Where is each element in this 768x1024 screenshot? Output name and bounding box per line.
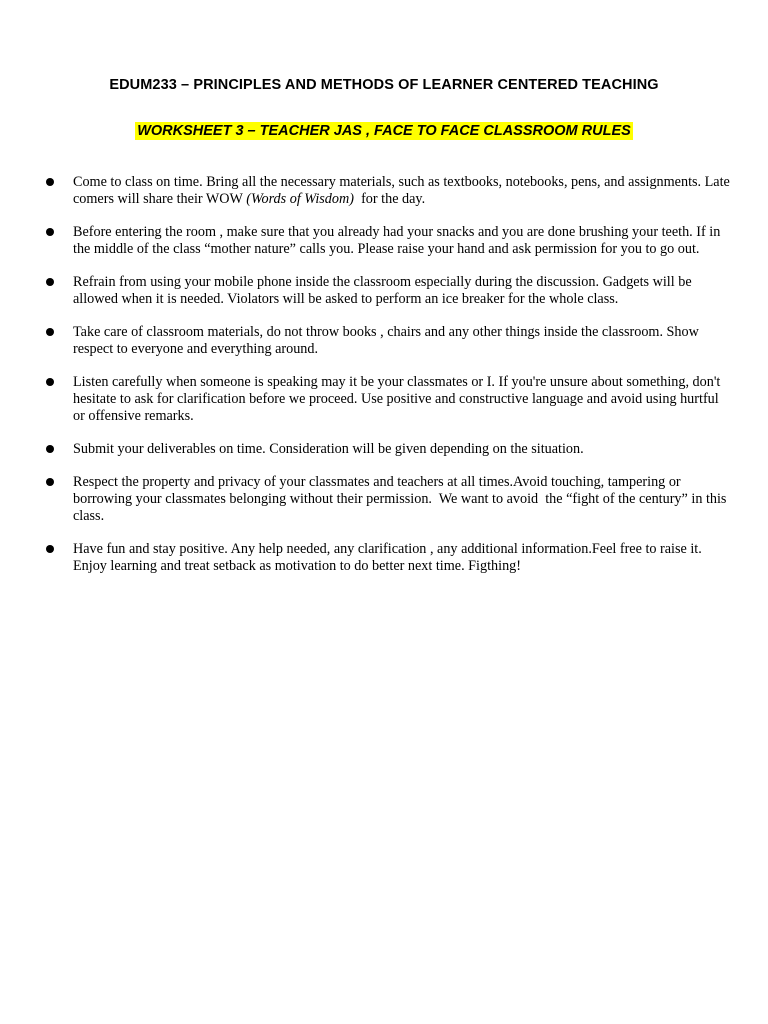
bullet-icon (46, 178, 54, 186)
rule-text-1a: Come to class on time. Bring all the necessary materials, such as textbooks, notebooks, pens, and assignments. Late comers will share their WOW (73, 174, 730, 207)
rule-item-8 (44, 541, 734, 575)
course-title: EDUM233 – PRINCIPLES AND METHODS OF LEARNER CENTERED TEACHING (109, 77, 659, 93)
rule-item-5 (44, 374, 734, 425)
worksheet-title: WORKSHEET 3 – TEACHER JAS , FACE TO FACE CLASSROOM RULES (137, 123, 631, 139)
rule-item-6 (44, 441, 734, 458)
rule-text-5: Listen carefully when someone is speaking may it be your classmates or I. If you're unsure about something, don't hesitate to ask for clarification before we proceed. Use positive and constructive language and avoid using hurtful or offensive remarks. (73, 374, 721, 424)
rule-text-7: Respect the property and privacy of your classmates and teachers at all times.Avoid touching, tampering or borrowing your classmates belonging without their permission. We want to avoid the “fight of the century” in this class. (73, 474, 731, 524)
rule-text-8: Have fun and stay positive. Any help needed, any clarification , any additional information.Feel free to raise it. Enjoy learning and treat setback as motivation to do better next time. Figthing! (73, 541, 702, 574)
bullet-icon (46, 328, 54, 336)
rule-text-4: Take care of classroom materials, do not throw books , chairs and any other things inside the classroom. Show respect to everyone and everything around. (73, 324, 699, 357)
bullet-icon (46, 445, 54, 453)
rule-text-2: Before entering the room , make sure that you already had your snacks and you are done brushing your teeth. If in the middle of the class “mother nature” calls you. Please raise your hand and ask permission for you to go out. (73, 224, 721, 257)
rule-text-1-italic: (Words of Wisdom) (246, 191, 354, 207)
worksheet-title-row (0, 122, 768, 140)
rule-item-4 (44, 324, 734, 358)
rule-text-1b: for the day. (353, 191, 426, 207)
bullet-icon (46, 378, 54, 386)
rule-text-3: Refrain from using your mobile phone inside the classroom especially during the discussion. Gadgets will be allowed when it is needed. Violators will be asked to perform an ice breaker for the whole class. (73, 274, 692, 307)
bullet-icon (46, 478, 54, 486)
bullet-icon (46, 545, 54, 553)
rule-text-6: Submit your deliverables on time. Consideration will be given depending on the situation. (73, 441, 584, 457)
rule-item-1 (44, 174, 734, 208)
rule-item-3 (44, 274, 734, 308)
bullet-icon (46, 228, 54, 236)
classroom-rules-list (44, 174, 734, 591)
rule-item-7 (44, 474, 734, 525)
rule-item-2 (44, 224, 734, 258)
bullet-icon (46, 278, 54, 286)
